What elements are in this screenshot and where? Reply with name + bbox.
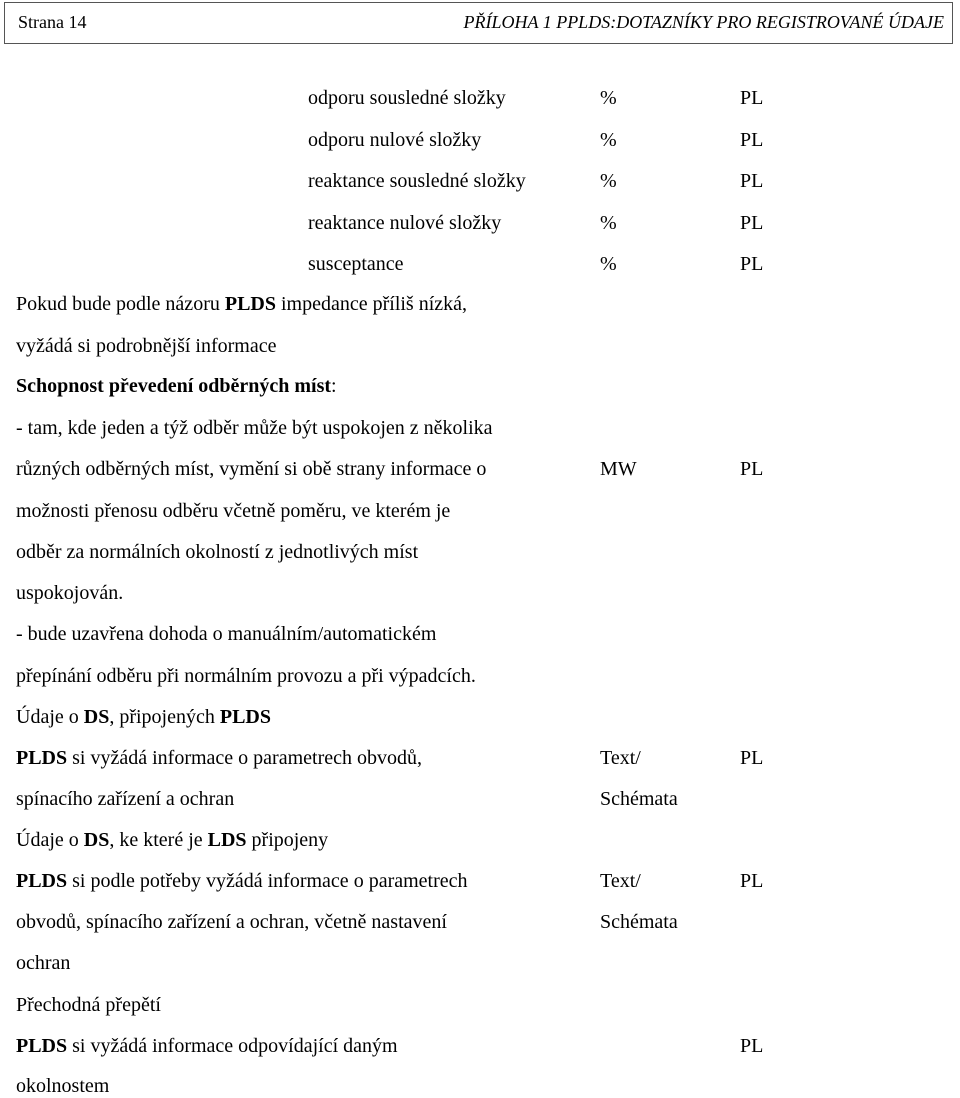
unit-cell: Text/	[600, 870, 641, 892]
text-line: ochran	[16, 952, 71, 974]
text-line: - bude uzavřena dohoda o manuálním/automatickém	[16, 623, 437, 645]
unit-cell: %	[600, 170, 617, 192]
param-label: reaktance sousledné složky	[308, 170, 526, 192]
text-line: možnosti přenosu odběru včetně poměru, ve kterém je	[16, 500, 451, 522]
text-line: přepínání odběru při normálním provozu a při výpadcích.	[16, 665, 476, 687]
section-heading: Schopnost převedení odběrných míst:	[16, 375, 337, 397]
section-title: PŘÍLOHA 1 PPLDS:DOTAZNÍKY PRO REGISTROVANÉ ÚDAJE	[463, 12, 944, 32]
unit-cell: %	[600, 128, 617, 151]
text-line: okolnostem	[16, 1075, 110, 1097]
text-line: spínacího zařízení a ochran	[16, 788, 235, 810]
text-line: Pokud bude podle názoru PLDS impedance příliš nízká,	[16, 293, 468, 315]
text-line: PLDS si vyžádá informace o parametrech obvodů,	[16, 747, 422, 769]
page-header	[4, 2, 953, 44]
resp-cell: PL	[740, 1035, 764, 1057]
resp-cell: PL	[740, 747, 764, 769]
section-heading: Přechodná přepětí	[16, 994, 161, 1016]
unit-cell: MW	[600, 458, 637, 480]
page-number: Strana 14	[18, 12, 87, 32]
unit-cell: %	[600, 211, 617, 234]
unit-cell: Schémata	[600, 788, 678, 810]
param-label: reaktance nulové složky	[308, 211, 502, 234]
unit-cell: Schémata	[600, 911, 678, 933]
resp-cell: PL	[740, 128, 764, 151]
param-label: odporu sousledné složky	[308, 87, 506, 109]
section-heading: Údaje o DS, připojených PLDS	[16, 706, 271, 728]
resp-cell: PL	[740, 211, 764, 234]
resp-cell: PL	[740, 458, 764, 480]
text-line: - tam, kde jeden a týž odběr může být uspokojen z několika	[16, 417, 493, 439]
resp-cell: PL	[740, 87, 764, 109]
text-line: odběr za normálních okolností z jednotlivých míst	[16, 541, 419, 563]
unit-cell: %	[600, 87, 617, 109]
resp-cell: PL	[740, 170, 764, 192]
param-label: odporu nulové složky	[308, 128, 482, 151]
unit-cell: %	[600, 253, 617, 275]
resp-cell: PL	[740, 870, 764, 892]
param-label: susceptance	[308, 253, 404, 275]
unit-cell: Text/	[600, 747, 641, 769]
text-line: uspokojován.	[16, 582, 124, 604]
text-line: PLDS si podle potřeby vyžádá informace o parametrech	[16, 870, 468, 892]
text-line: vyžádá si podrobnější informace	[16, 335, 277, 357]
text-line: různých odběrných míst, vymění si obě strany informace o	[16, 458, 487, 480]
section-heading: Údaje o DS, ke které je LDS připojeny	[16, 829, 329, 851]
text-line: PLDS si vyžádá informace odpovídající daným	[16, 1035, 398, 1057]
text-line: obvodů, spínacího zařízení a ochran, včetně nastavení	[16, 911, 447, 933]
resp-cell: PL	[740, 253, 764, 275]
